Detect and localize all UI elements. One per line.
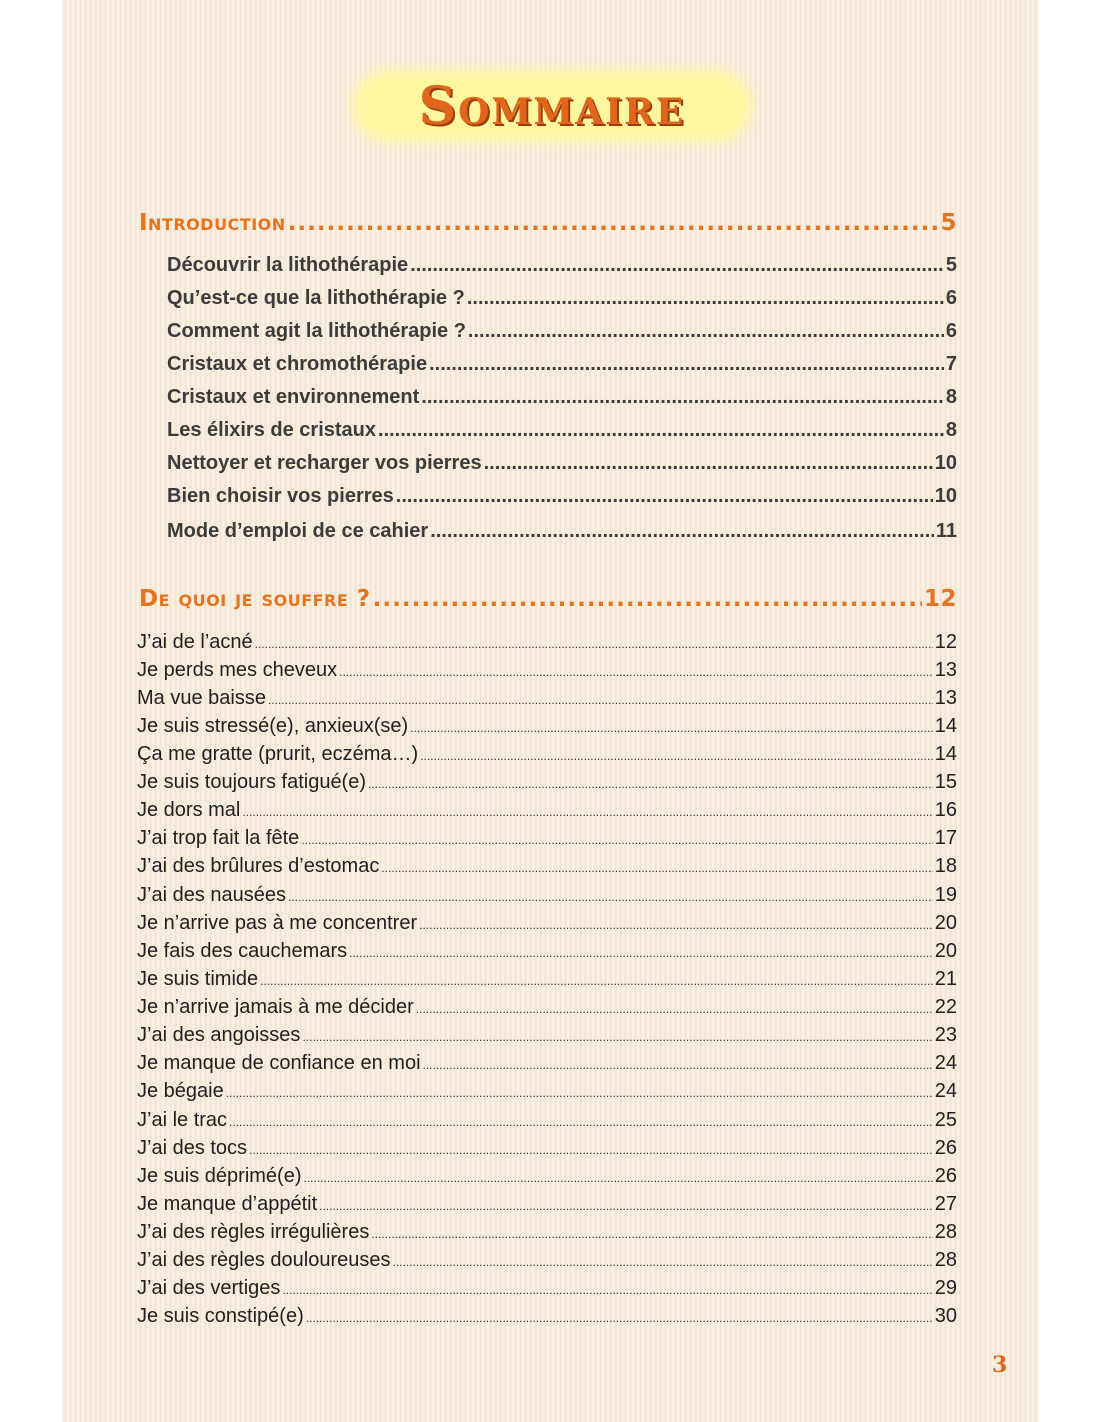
dot-leader [410, 254, 944, 277]
toc-entry[interactable] [167, 485, 957, 515]
toc-entry[interactable] [137, 1024, 957, 1051]
toc-entry[interactable] [137, 743, 957, 770]
dot-leader [423, 1058, 933, 1072]
dot-leader [301, 833, 932, 847]
dot-leader [381, 861, 932, 875]
toc-entry-label: Je n’arrive pas à me concentrer [137, 912, 418, 934]
toc-entry-page: 28 [934, 1221, 957, 1243]
toc-entry[interactable] [167, 353, 957, 383]
dot-leader [484, 452, 933, 475]
toc-entry-label: Mode d’emploi de ce cahier [167, 520, 429, 542]
toc-entry[interactable] [137, 659, 957, 686]
dot-leader [467, 287, 944, 310]
toc-entry[interactable] [137, 687, 957, 714]
toc-entry-page: 24 [934, 1080, 957, 1102]
section-heading: Introduction [139, 210, 286, 236]
toc-entry-page: 8 [945, 386, 957, 408]
toc-entry-label: Je suis toujours fatigué(e) [137, 771, 367, 793]
toc-entry-page: 24 [934, 1052, 957, 1074]
dot-leader [268, 693, 933, 707]
toc-entry-label: Je suis constipé(e) [137, 1305, 304, 1327]
toc-entry-label: J’ai des vertiges [137, 1277, 281, 1299]
toc-entry-label: Nettoyer et recharger vos pierres [167, 452, 482, 474]
toc-entry[interactable] [167, 419, 957, 449]
toc-entry-page: 17 [934, 827, 957, 849]
dot-leader [282, 1283, 932, 1297]
toc-entry[interactable] [137, 631, 957, 658]
toc-entry[interactable] [137, 968, 957, 995]
toc-entry[interactable] [137, 715, 957, 742]
toc-entry-label: Ma vue baisse [137, 687, 266, 709]
toc-entry-label: J’ai des règles douloureuses [137, 1249, 391, 1271]
toc-entry-page: 13 [934, 687, 957, 709]
toc-entry-page: 5 [945, 254, 957, 276]
toc-entry-page: 8 [945, 419, 957, 441]
toc-entry[interactable] [167, 320, 957, 350]
toc-entry-page: 7 [945, 353, 957, 375]
dot-leader [260, 974, 933, 988]
toc-entry-page: 20 [934, 912, 957, 934]
dot-leader [393, 1255, 933, 1269]
toc-entry[interactable] [167, 386, 957, 416]
toc-entry[interactable] [137, 1052, 957, 1079]
toc-entry-label: J’ai le trac [137, 1109, 228, 1131]
toc-entry-page: 27 [934, 1193, 957, 1215]
toc-entry-label: J’ai des tocs [137, 1137, 248, 1159]
toc-entry-label: Je suis déprimé(e) [137, 1165, 302, 1187]
toc-entry-page: 25 [934, 1109, 957, 1131]
toc-entry-page: 26 [934, 1165, 957, 1187]
toc-entry-label: Bien choisir vos pierres [167, 485, 394, 507]
dot-leader [229, 1115, 933, 1129]
toc-entry-page: 18 [934, 855, 957, 877]
toc-entry[interactable] [167, 287, 957, 317]
dot-leader [288, 890, 933, 904]
toc-entry-page: 23 [934, 1024, 957, 1046]
toc-entry-label: J’ai de l’acné [137, 631, 253, 653]
toc-entry[interactable] [137, 1221, 957, 1248]
toc-entry-label: Cristaux et chromothérapie [167, 353, 428, 375]
dot-leader [373, 586, 922, 612]
toc-entry-page: 11 [935, 520, 957, 542]
toc-entry-label: Qu’est-ce que la lithothérapie ? [167, 287, 465, 309]
section-page-number: 5 [940, 210, 957, 236]
section-heading: De quoi je souffre ? [139, 586, 371, 612]
toc-entry-label: Je bégaie [137, 1080, 224, 1102]
toc-entry[interactable] [137, 827, 957, 854]
title-banner [352, 64, 752, 148]
toc-entry-page: 6 [945, 320, 957, 342]
dot-leader [255, 637, 933, 651]
toc-entry[interactable] [137, 1305, 957, 1332]
toc-entry-label: J’ai des brûlures d’estomac [137, 855, 380, 877]
toc-entry-label: Les élixirs de cristaux [167, 419, 377, 441]
toc-entry[interactable] [167, 452, 957, 482]
toc-entry-page: 15 [934, 771, 957, 793]
toc-entry-label: Je suis stressé(e), anxieux(se) [137, 715, 409, 737]
toc-entry[interactable] [167, 254, 957, 284]
dot-leader [304, 1171, 933, 1185]
toc-entry[interactable] [137, 912, 957, 939]
toc-entry-page: 16 [934, 799, 957, 821]
dot-leader [420, 749, 933, 763]
toc-entry-label: Je suis timide [137, 968, 259, 990]
toc-entry-page: 10 [934, 452, 957, 474]
toc-entry-page: 26 [934, 1137, 957, 1159]
dot-leader [421, 386, 944, 409]
toc-entry-label: Découvrir la lithothérapie [167, 254, 409, 276]
page-number: 3 [992, 1352, 1008, 1378]
dot-leader [429, 353, 944, 376]
toc-entry[interactable] [137, 1109, 957, 1136]
toc-entry[interactable] [167, 520, 957, 550]
toc-entry[interactable] [137, 1277, 957, 1304]
section-page-number: 12 [923, 586, 957, 612]
dot-leader [378, 419, 944, 442]
dot-leader [371, 1227, 932, 1241]
toc-entry-page: 22 [934, 996, 957, 1018]
toc-section-de-quoi-je-souffre[interactable] [139, 586, 957, 620]
toc-entry-label: J’ai des angoisses [137, 1024, 301, 1046]
document-page [62, 0, 1038, 1422]
dot-leader [288, 210, 939, 236]
toc-entry-label: Comment agit la lithothérapie ? [167, 320, 466, 342]
toc-entry[interactable] [137, 1249, 957, 1276]
toc-entry-page: 12 [934, 631, 957, 653]
toc-entry-label: Je fais des cauchemars [137, 940, 348, 962]
dot-leader [410, 721, 933, 735]
toc-entry-label: Cristaux et environnement [167, 386, 420, 408]
toc-entry-page: 30 [934, 1305, 957, 1327]
toc-entry[interactable] [137, 1165, 957, 1192]
dot-leader [339, 665, 933, 679]
dot-leader [226, 1086, 933, 1100]
toc-entry-page: 28 [934, 1249, 957, 1271]
toc-entry-label: Ça me gratte (prurit, eczéma…) [137, 743, 419, 765]
page-title: Sommaire [418, 75, 686, 137]
toc-entry-page: 21 [934, 968, 957, 990]
toc-entry-label: Je dors mal [137, 799, 241, 821]
dot-leader [306, 1311, 933, 1325]
toc-entry-page: 29 [934, 1277, 957, 1299]
toc-entry-page: 10 [934, 485, 957, 507]
toc-entry-page: 14 [934, 743, 957, 765]
dot-leader [430, 520, 934, 543]
toc-entry-label: Je manque de confiance en moi [137, 1052, 421, 1074]
dot-leader [419, 918, 933, 932]
dot-leader [249, 1143, 933, 1157]
toc-section-introduction[interactable] [139, 210, 957, 244]
toc-entry-page: 13 [934, 659, 957, 681]
toc-entry-page: 19 [934, 884, 957, 906]
toc-entry-label: Je n’arrive jamais à me décider [137, 996, 414, 1018]
toc-entry[interactable] [137, 799, 957, 826]
toc-entry[interactable] [137, 940, 957, 967]
dot-leader [396, 485, 933, 508]
toc-entry-page: 6 [945, 287, 957, 309]
dot-leader [302, 1030, 932, 1044]
toc-entry-label: J’ai des règles irrégulières [137, 1221, 370, 1243]
dot-leader [319, 1199, 933, 1213]
dot-leader [468, 320, 944, 343]
toc-entry-page: 14 [934, 715, 957, 737]
toc-entry[interactable] [137, 1080, 957, 1107]
toc-entry-page: 20 [934, 940, 957, 962]
dot-leader [349, 946, 933, 960]
dot-leader [242, 805, 932, 819]
toc-entry[interactable] [137, 1193, 957, 1220]
toc-entry-label: J’ai des nausées [137, 884, 286, 906]
toc-entry[interactable] [137, 884, 957, 911]
toc-entry-label: Je manque d’appétit [137, 1193, 318, 1215]
toc-entry[interactable] [137, 996, 957, 1023]
dot-leader [368, 777, 933, 791]
toc-entry[interactable] [137, 855, 957, 882]
dot-leader [416, 1002, 933, 1016]
toc-entry-label: Je perds mes cheveux [137, 659, 338, 681]
toc-entry[interactable] [137, 771, 957, 798]
toc-entry[interactable] [137, 1137, 957, 1164]
toc-entry-label: J’ai trop fait la fête [137, 827, 300, 849]
